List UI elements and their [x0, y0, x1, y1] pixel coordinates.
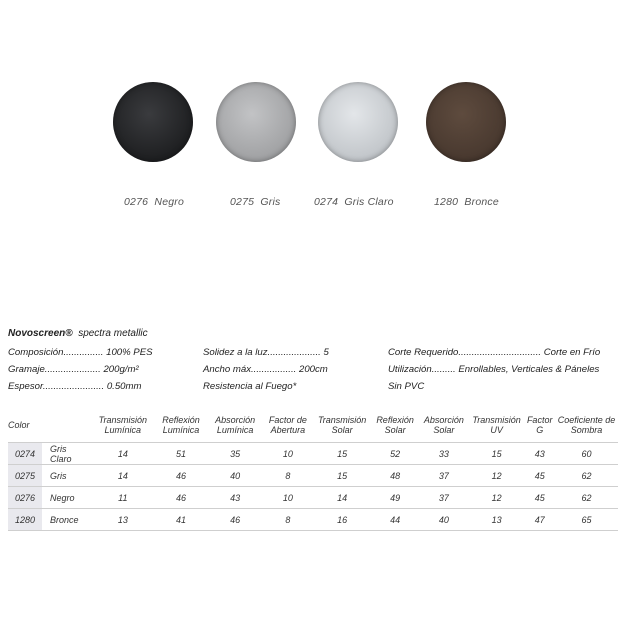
cell: 13: [469, 509, 524, 531]
cell: 45: [524, 465, 555, 487]
swatch-code: 0274: [314, 196, 339, 208]
spec-solidez: [203, 347, 329, 358]
cell: 60: [555, 443, 618, 465]
cell: 16: [313, 509, 371, 531]
swatch-name: Negro: [154, 196, 185, 208]
cell: 10: [263, 443, 313, 465]
cell: 12: [469, 487, 524, 509]
spec-key: Resistencia al Fuego*: [203, 381, 297, 392]
row-code: 0276: [8, 487, 42, 509]
cell: 52: [371, 443, 419, 465]
row-code: 0275: [8, 465, 42, 487]
cell: 46: [155, 487, 208, 509]
spec-key: Espesor.......................: [8, 381, 105, 392]
swatch-code: 1280: [434, 196, 459, 208]
spec-espesor: [8, 381, 141, 392]
row-code: 0274: [8, 443, 42, 465]
cell: 46: [207, 509, 262, 531]
cell: 43: [524, 443, 555, 465]
spec-value: 100% PES: [106, 347, 153, 358]
swatch-code: 0276: [124, 196, 149, 208]
cell: 14: [91, 443, 155, 465]
header-absorcion-solar: Absorción Solar: [423, 415, 464, 435]
cell: 8: [263, 465, 313, 487]
product-brand: Novoscreen®: [8, 328, 73, 339]
table-row: [8, 487, 618, 509]
header-transmision-uv: Transmisión UV: [472, 415, 521, 435]
spec-key: Sin PVC: [388, 381, 425, 392]
spec-key: Corte Requerido...............................: [388, 347, 542, 358]
cell: 15: [313, 465, 371, 487]
spec-key: Gramaje.....................: [8, 364, 101, 375]
spec-gramaje: [8, 364, 139, 375]
cell: 48: [371, 465, 419, 487]
cell: 10: [263, 487, 313, 509]
cell: 14: [91, 465, 155, 487]
cell: 47: [524, 509, 555, 531]
header-reflexion-solar: Reflexión Solar: [376, 415, 414, 435]
swatch-bronce: [426, 82, 506, 162]
table-row: [8, 465, 618, 487]
spec-ancho: [203, 364, 328, 375]
spec-corte: [388, 347, 600, 358]
spec-value: Corte en Frío: [543, 347, 601, 358]
cell: 37: [419, 487, 469, 509]
spec-key: Ancho máx.................: [203, 364, 297, 375]
cell: 46: [155, 465, 208, 487]
cell: 14: [313, 487, 371, 509]
cell: 45: [524, 487, 555, 509]
cell: 43: [207, 487, 262, 509]
cell: 11: [91, 487, 155, 509]
header-reflexion-luminica: Reflexión Lumínica: [162, 415, 200, 435]
cell: 15: [469, 443, 524, 465]
spec-sin-pvc: [388, 381, 424, 392]
spec-key: Composición...............: [8, 347, 104, 358]
table-row: [8, 509, 618, 531]
swatch-gris-claro: [318, 82, 398, 162]
table-row: [8, 443, 618, 465]
swatch-name: Gris Claro: [344, 196, 394, 208]
swatch-label-gris-claro: [314, 196, 394, 208]
row-name: Bronce: [42, 509, 91, 531]
spec-utilizacion: [388, 364, 599, 375]
cell: 51: [155, 443, 208, 465]
cell: 49: [371, 487, 419, 509]
product-line: spectra metallic: [78, 328, 148, 339]
row-name: Negro: [42, 487, 91, 509]
swatch-name: Bronce: [464, 196, 499, 208]
header-coeficiente-sombra: Coeficiente de Sombra: [557, 415, 616, 435]
product-title: [8, 328, 148, 339]
cell: 37: [419, 465, 469, 487]
row-code: 1280: [8, 509, 42, 531]
header-factor-g: Factor G: [526, 415, 553, 435]
swatch-negro: [113, 82, 193, 162]
cell: 12: [469, 465, 524, 487]
table-header-row: [8, 412, 618, 443]
cell: 40: [419, 509, 469, 531]
cell: 13: [91, 509, 155, 531]
swatch-name: Gris: [260, 196, 281, 208]
spec-composicion: [8, 347, 153, 358]
spec-value: 200g/m²: [103, 364, 139, 375]
header-absorcion-luminica: Absorción Lumínica: [215, 415, 256, 435]
cell: 33: [419, 443, 469, 465]
swatch-label-bronce: [434, 196, 499, 208]
properties-table: [8, 412, 618, 531]
spec-resistencia: [203, 381, 296, 392]
swatch-gris: [216, 82, 296, 162]
cell: 41: [155, 509, 208, 531]
swatch-label-negro: [124, 196, 184, 208]
cell: 44: [371, 509, 419, 531]
row-name: Gris: [42, 465, 91, 487]
swatch-label-gris: [230, 196, 280, 208]
spec-value: 0.50mm: [106, 381, 142, 392]
spec-key: Utilización.........: [388, 364, 456, 375]
swatch-code: 0275: [230, 196, 255, 208]
row-name: Gris Claro: [42, 443, 91, 465]
cell: 8: [263, 509, 313, 531]
cell: 62: [555, 487, 618, 509]
cell: 40: [207, 465, 262, 487]
header-factor-abertura: Factor de Abertura: [268, 415, 307, 435]
spec-key: Solidez a la luz....................: [203, 347, 321, 358]
cell: 65: [555, 509, 618, 531]
cell: 15: [313, 443, 371, 465]
header-transmision-luminica: Transmisión Lumínica: [98, 415, 147, 435]
header-transmision-solar: Transmisión Solar: [317, 415, 367, 435]
spec-value: Enrollables, Verticales & Páneles: [458, 364, 600, 375]
header-color: Color: [8, 420, 30, 430]
spec-value: 200cm: [298, 364, 328, 375]
cell: 62: [555, 465, 618, 487]
cell: 35: [207, 443, 262, 465]
spec-value: 5: [323, 347, 329, 358]
